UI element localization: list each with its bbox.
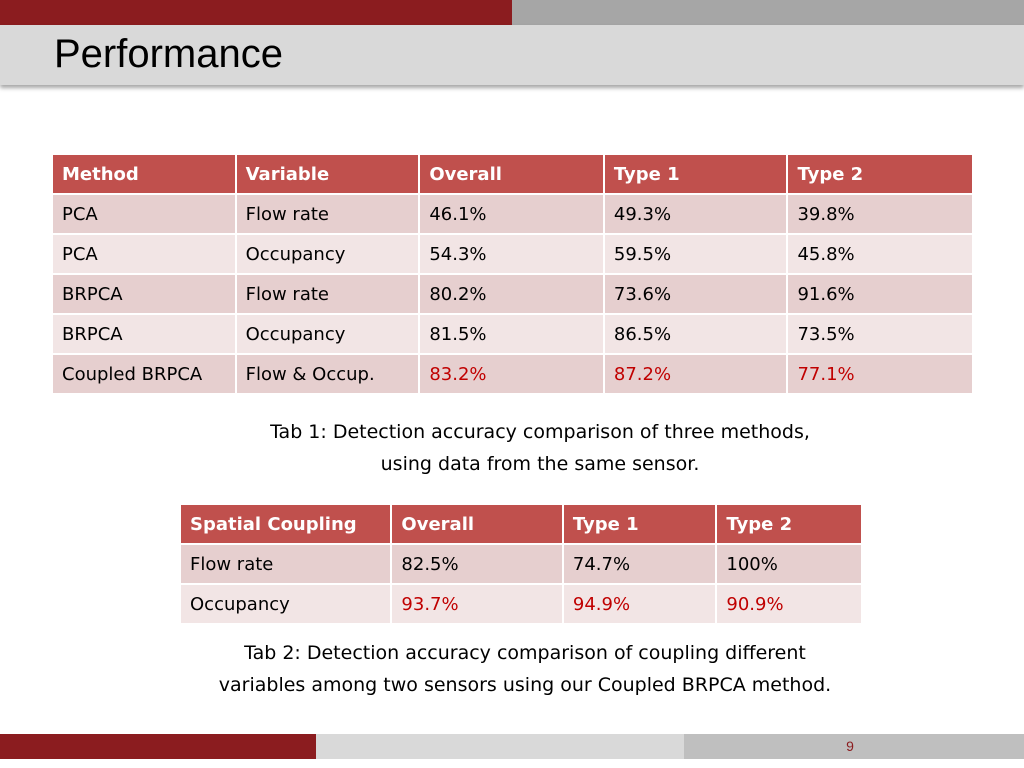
header-overall: Overall — [419, 154, 604, 194]
table-header-row — [180, 504, 862, 544]
table-cell: 73.6% — [604, 274, 788, 314]
table-cell: Occupancy — [236, 314, 420, 354]
table-cell: 80.2% — [419, 274, 604, 314]
table-cell: Flow rate — [236, 274, 420, 314]
table-cell: 45.8% — [787, 234, 973, 274]
table-cell: PCA — [52, 194, 236, 234]
table-cell-highlighted: 77.1% — [787, 354, 973, 394]
method-comparison-table — [51, 153, 974, 395]
table-cell: 39.8% — [787, 194, 973, 234]
footer-bar-light — [316, 734, 684, 759]
table-cell-highlighted: 87.2% — [604, 354, 788, 394]
footer-bar-red — [0, 734, 316, 759]
header-type-1: Type 1 — [563, 504, 717, 544]
table-cell: 54.3% — [419, 234, 604, 274]
top-accent-bar-red — [0, 0, 512, 25]
table-row — [52, 234, 973, 274]
table-cell: Occupancy — [236, 234, 420, 274]
table-cell-highlighted: 83.2% — [419, 354, 604, 394]
table-cell: BRPCA — [52, 314, 236, 354]
table-header-row — [52, 154, 973, 194]
header-type-2: Type 2 — [787, 154, 973, 194]
table-cell: PCA — [52, 234, 236, 274]
slide-title: Performance — [54, 32, 283, 76]
table-cell: 73.5% — [787, 314, 973, 354]
table-cell-highlighted: 93.7% — [391, 584, 562, 624]
spatial-coupling-table — [179, 503, 863, 625]
table-row — [180, 544, 862, 584]
table-cell: 74.7% — [563, 544, 717, 584]
page-number: 9 — [846, 738, 854, 754]
table-cell: Flow rate — [180, 544, 391, 584]
table-cell: 49.3% — [604, 194, 788, 234]
table-row — [52, 314, 973, 354]
top-accent-bar-gray — [512, 0, 1024, 25]
header-type-1: Type 1 — [604, 154, 788, 194]
header-variable: Variable — [236, 154, 420, 194]
caption-line: Tab 1: Detection accuracy comparison of three methods, — [270, 421, 810, 443]
table-1-caption — [220, 416, 860, 480]
caption-line: Tab 2: Detection accuracy comparison of coupling different — [244, 642, 806, 664]
header-overall: Overall — [391, 504, 562, 544]
table-cell: 82.5% — [391, 544, 562, 584]
table-cell-highlighted: 90.9% — [716, 584, 862, 624]
table-cell: 46.1% — [419, 194, 604, 234]
table-cell-highlighted: 94.9% — [563, 584, 717, 624]
table-cell: BRPCA — [52, 274, 236, 314]
table-cell: Coupled BRPCA — [52, 354, 236, 394]
table-2-caption — [170, 637, 880, 701]
table-row-highlighted — [180, 584, 862, 624]
table-cell: Flow & Occup. — [236, 354, 420, 394]
table-cell: 59.5% — [604, 234, 788, 274]
header-type-2: Type 2 — [716, 504, 862, 544]
table-row-highlighted — [52, 354, 973, 394]
caption-line: variables among two sensors using our Coupled BRPCA method. — [218, 674, 832, 696]
table-cell: Flow rate — [236, 194, 420, 234]
table-cell: 100% — [716, 544, 862, 584]
table-cell: 81.5% — [419, 314, 604, 354]
table-cell: 91.6% — [787, 274, 973, 314]
table-row — [52, 194, 973, 234]
table-cell: Occupancy — [180, 584, 391, 624]
header-spatial-coupling: Spatial Coupling — [180, 504, 391, 544]
table-cell: 86.5% — [604, 314, 788, 354]
table-row — [52, 274, 973, 314]
caption-line: using data from the same sensor. — [380, 453, 700, 475]
header-method: Method — [52, 154, 236, 194]
